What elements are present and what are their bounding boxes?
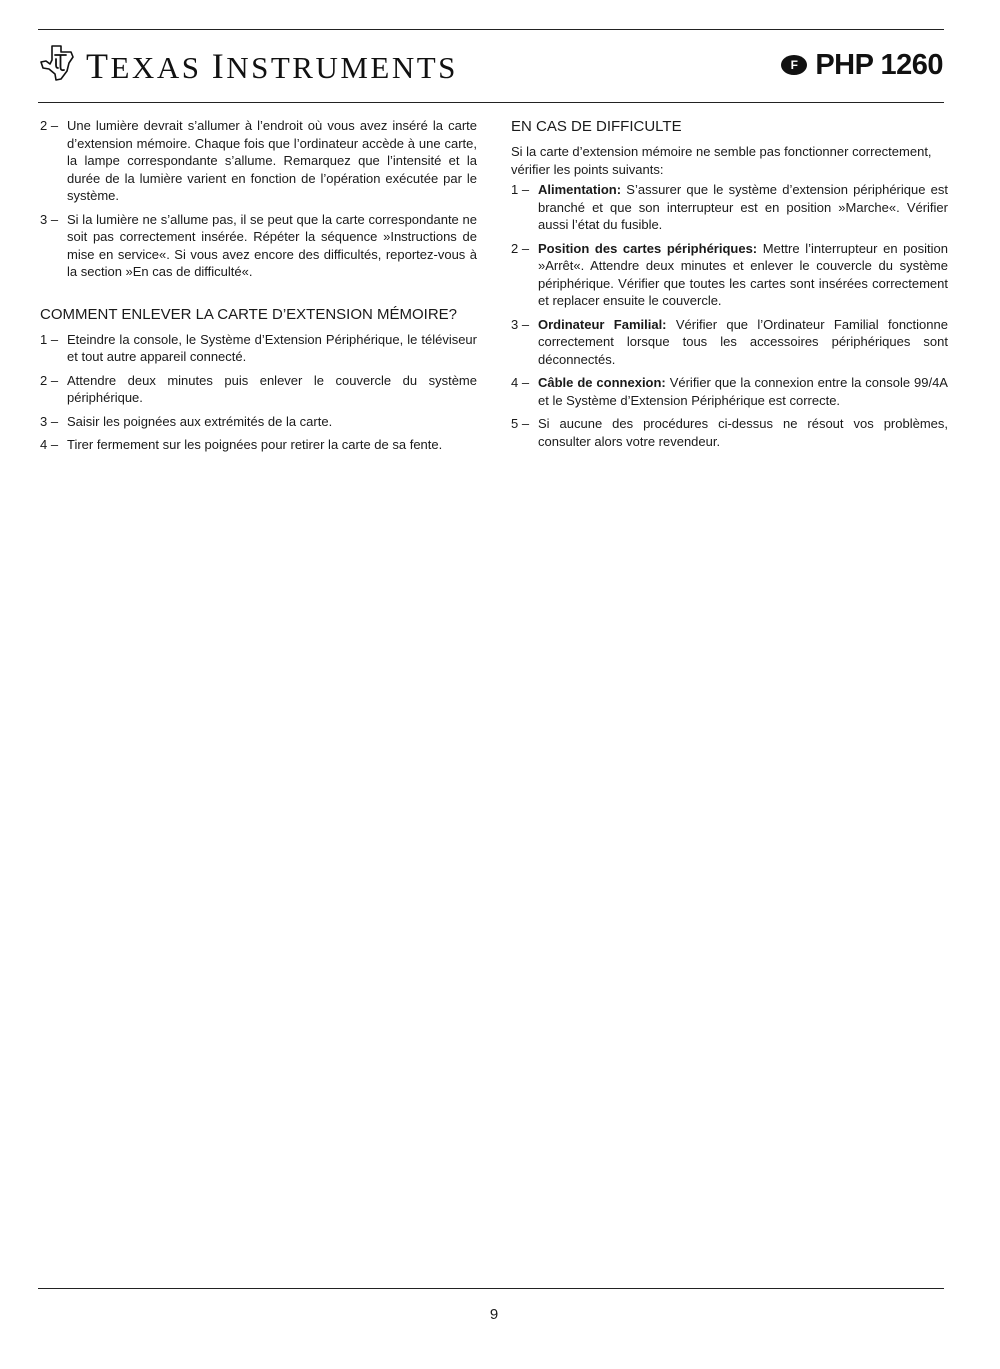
troubleshooting-intro: Si la carte d’extension mémoire ne semble pas fonctionner correctement, vérifier les points suivants: — [511, 144, 932, 177]
step-text: Eteindre la console, le Système d’Extension Périphérique, le téléviseur et tout autre appareil connecté. — [67, 331, 477, 364]
language-badge: F — [781, 55, 807, 75]
troubleshooting-heading: EN CAS DE DIFFICULTE — [511, 118, 682, 135]
step-label: Position des cartes périphériques: — [538, 240, 758, 256]
step-body: S’assurer que le système d’extension périphérique est branché et que son interrupteur est en position »Marche«. Vérifier aussi l’état du fusible. — [538, 182, 949, 232]
step-text — [538, 181, 948, 234]
step-number: 2 – — [511, 240, 530, 256]
product-id — [781, 49, 943, 81]
list-item — [40, 117, 477, 205]
step-number: 1 – — [511, 182, 530, 197]
footer-rule — [38, 1288, 944, 1289]
step-number: 3 – — [40, 413, 59, 429]
step-text — [538, 415, 948, 450]
step-number: 3 – — [40, 211, 59, 227]
page-number: 9 — [489, 1306, 499, 1323]
list-item — [511, 316, 948, 369]
step-text: Saisir les poignées aux extrémités de la carte. — [67, 413, 333, 429]
step-text — [538, 240, 948, 310]
step-text — [538, 374, 948, 409]
step-label: Alimentation: — [538, 182, 622, 197]
step-body: Mettre l’interrupteur en position »Arrêt«. Attendre deux minutes et enlever le couvercle du système périphérique. Vérifier que toutes les cartes sont insérées correctement et replacer ensuite le couvercle. — [538, 240, 948, 308]
list-item — [40, 413, 477, 431]
install-steps-list — [40, 117, 477, 281]
step-text: Tirer fermement sur les poignées pour retirer la carte de sa fente. — [67, 437, 443, 452]
step-body: Vérifier que l’Ordinateur Familial fonctionne correctement lorsque tous les accessoires périphériques sont déconnectés. — [538, 316, 948, 367]
list-item — [40, 331, 477, 366]
step-number: 2 – — [40, 372, 59, 388]
step-text: Attendre deux minutes puis enlever le couvercle du système périphérique. — [67, 372, 477, 405]
step-body: Vérifier que la connexion entre la console 99/4A et le Système d’Extension Périphérique est correcte. — [538, 375, 948, 408]
step-number: 1 – — [40, 331, 59, 347]
left-column — [40, 117, 477, 460]
step-label: Ordinateur Familial: — [538, 316, 667, 332]
remove-steps-list — [40, 331, 477, 454]
list-item — [511, 181, 948, 234]
step-number: 4 – — [511, 375, 530, 390]
step-text: Si la lumière ne s’allume pas, il se peut que la carte correspondante ne soit pas correctement insérée. Répéter la séquence »Instructions de mise en service«. Si vous avez encore des difficultés, reportez-vous à la section »En cas de difficulté«. — [67, 211, 477, 279]
right-column — [511, 117, 948, 456]
step-number: 3 – — [511, 316, 530, 332]
brand-name: TEXAS INSTRUMENTS — [86, 46, 458, 86]
troubleshooting-steps-list — [511, 181, 948, 450]
product-code: PHP 1260 — [815, 49, 943, 81]
step-number: 2 – — [40, 118, 59, 133]
step-label: Câble de connexion: — [538, 375, 666, 390]
list-item — [511, 374, 948, 409]
list-item — [40, 211, 477, 281]
list-item — [40, 372, 477, 407]
step-body: Si aucune des procédures ci-dessus ne résout vos problèmes, consulter alors votre revendeur. — [538, 416, 948, 449]
step-number: 4 – — [40, 437, 59, 452]
header-top-rule — [38, 29, 944, 30]
ti-texas-logo-icon — [40, 44, 74, 82]
list-item — [511, 415, 948, 450]
list-item — [511, 240, 948, 310]
step-text: Une lumière devrait s’allumer à l’endroit où vous avez inséré la carte d’extension mémoire. Chaque fois que l’ordinateur accède à une carte, la lampe correspondante s’allume. Remarquez que l’intensité et la durée de la lumière varient en fonction de l’opération exécutée par le système. — [67, 118, 477, 203]
step-number: 5 – — [511, 416, 530, 431]
list-item — [40, 436, 477, 454]
remove-card-heading: COMMENT ENLEVER LA CARTE D’EXTENSION MÉMOIRE? — [40, 305, 458, 323]
header-bottom-rule — [38, 102, 944, 103]
step-text — [538, 316, 948, 369]
